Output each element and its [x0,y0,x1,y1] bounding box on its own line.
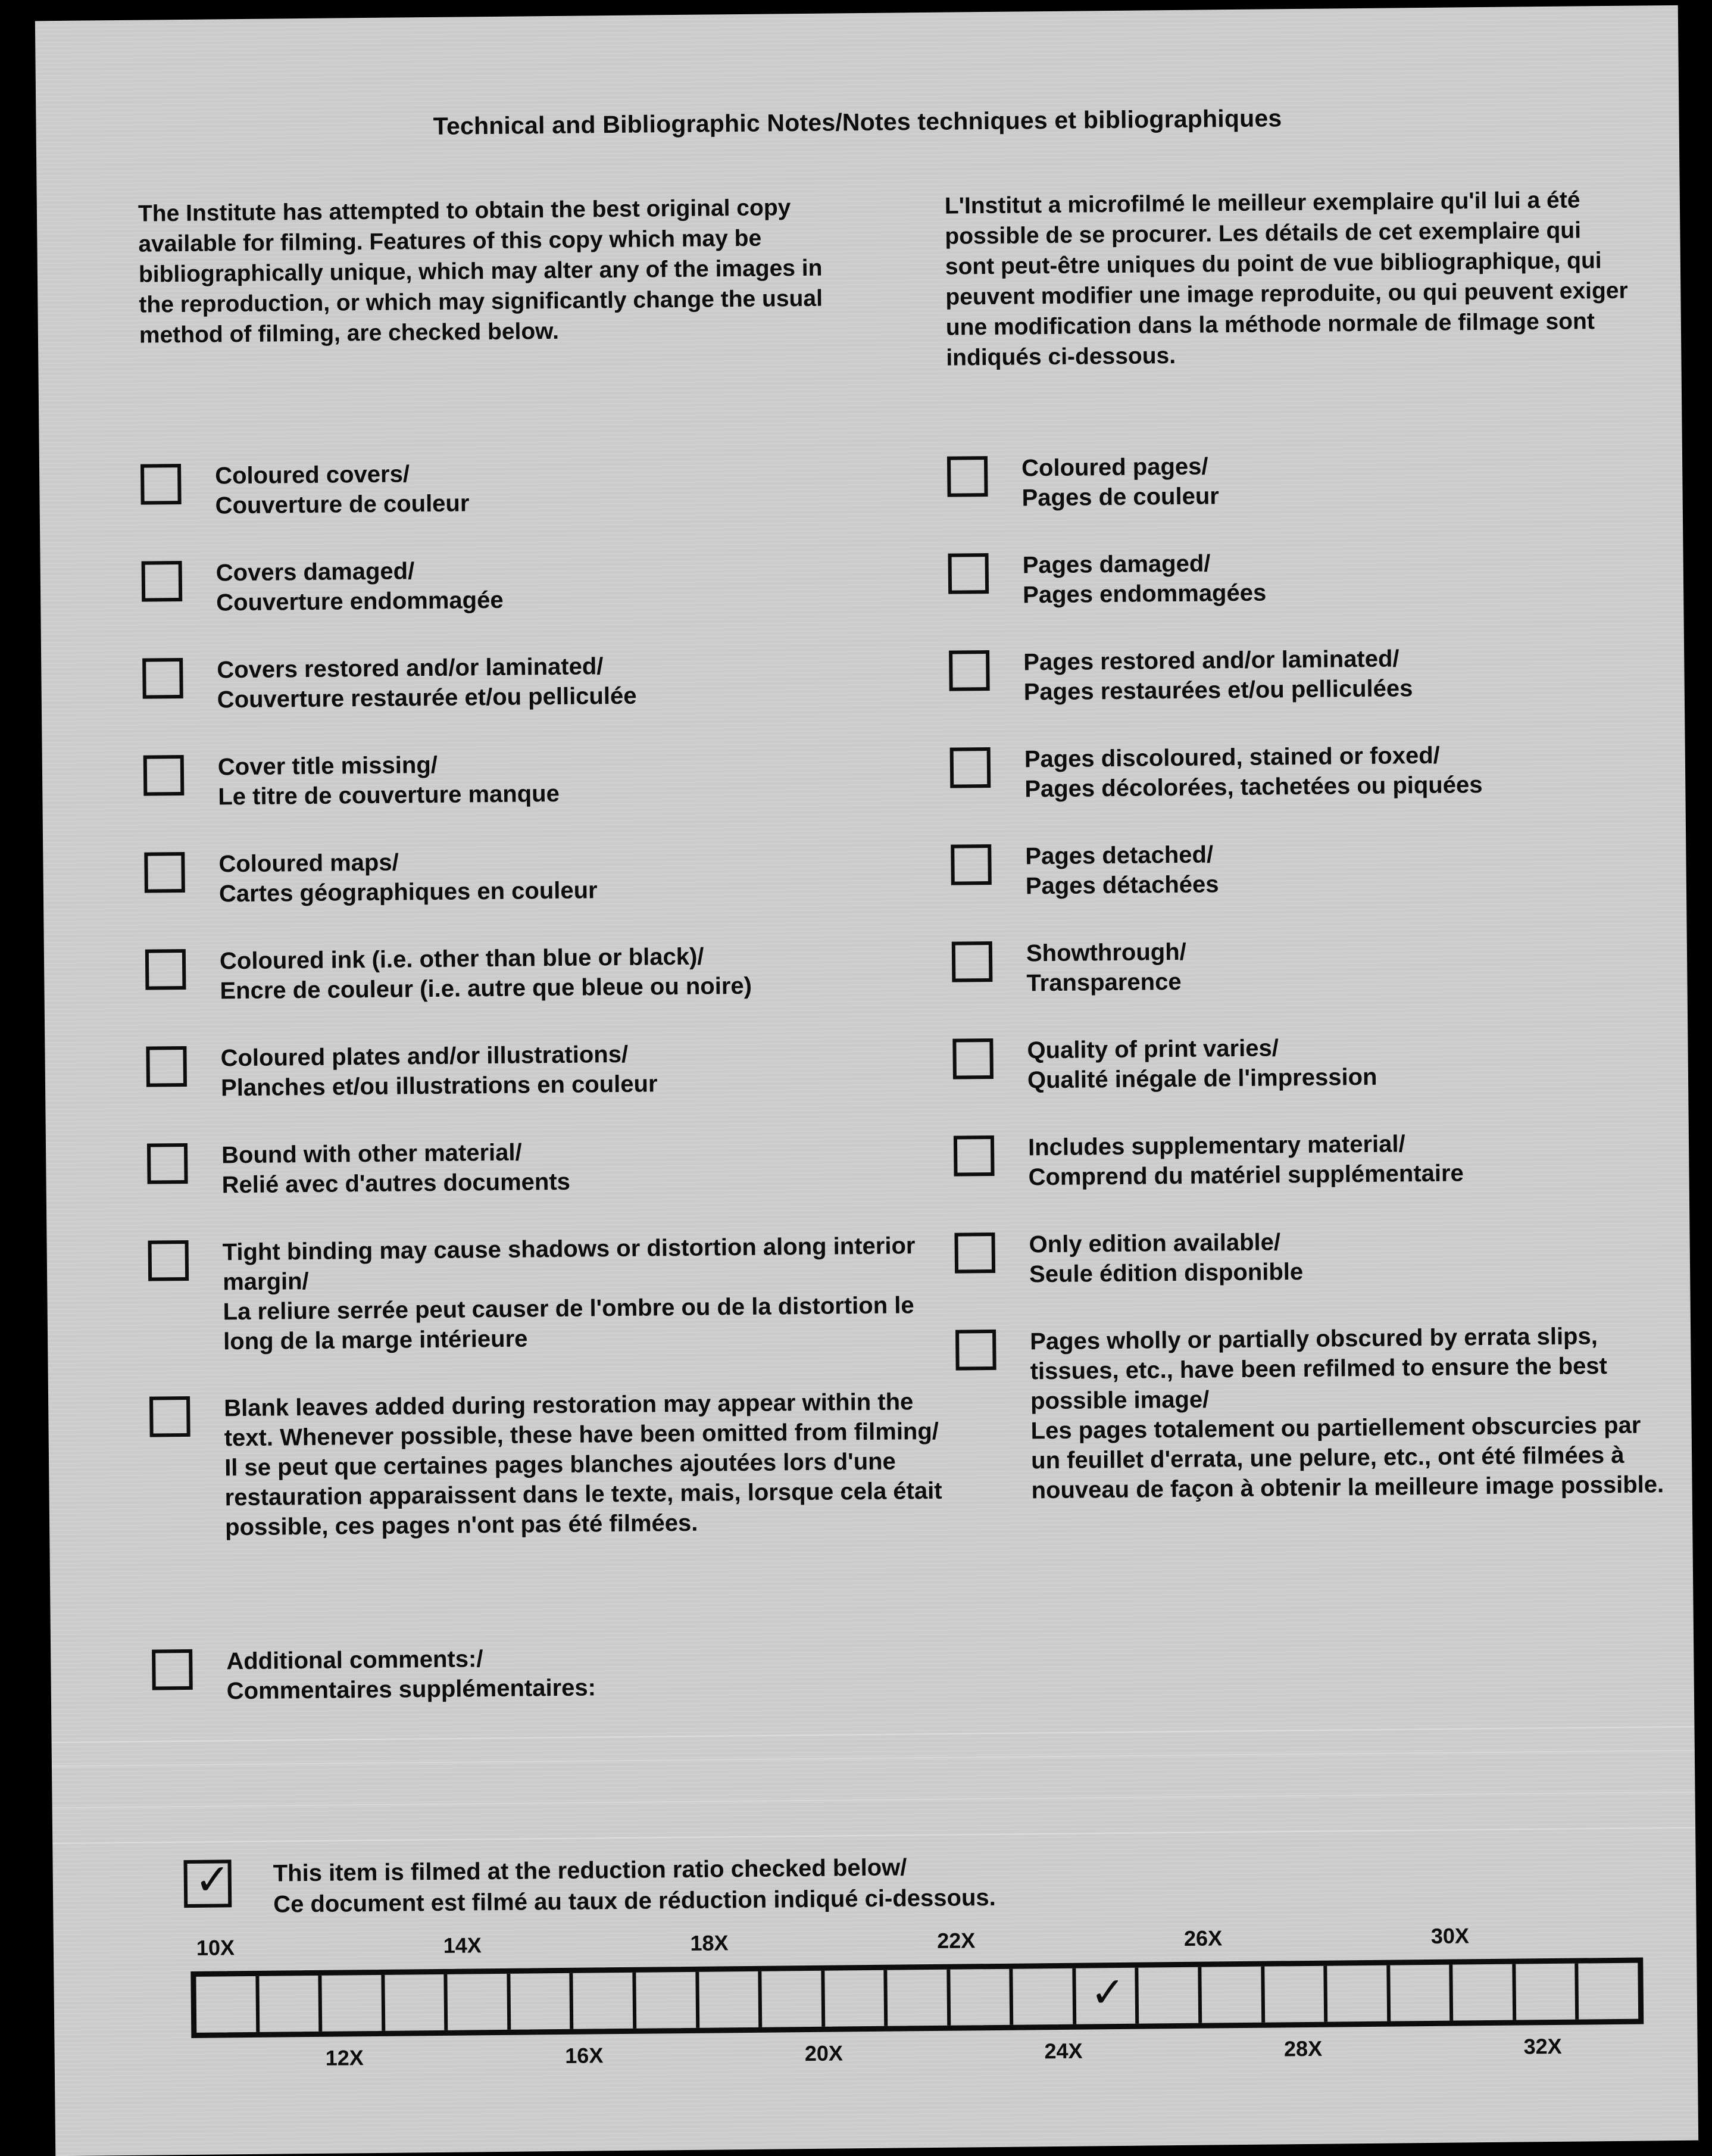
checkbox[interactable] [146,1046,187,1087]
ratio-label: 26X [1183,1926,1223,1951]
ratio-cell[interactable] [699,1971,762,2028]
checklist-item[interactable] [949,641,1664,745]
item-label-en: Covers restored and/or laminated/ [217,653,604,684]
item-label-fr: Pages endommagées [1022,579,1267,609]
reduction-text [273,1851,996,1920]
checklist-item[interactable] [143,745,942,850]
checklist-item[interactable] [145,940,944,1044]
checklist-item[interactable] [144,843,943,947]
item-label-fr: Pages décolorées, tachetées ou piquées [1024,772,1483,803]
ratio-label: 28X [1283,2036,1323,2061]
checkbox[interactable] [147,1143,188,1184]
intro-english: The Institute has attempted to obtain the best original copy available for filming. Features of this copy which may be bibliographically unique, which may alter any of the images in the reproduction, or which may significantly change the usual method of filming, are checked below. [138,195,823,348]
ratio-cell[interactable] [761,1971,824,2027]
item-label-en: Coloured ink (i.e. other than blue or black)/ [219,943,704,975]
reduction-ratio-scale [190,1958,1644,2038]
checkbox[interactable] [148,1240,189,1281]
checklist-item[interactable] [954,1224,1670,1328]
item-label-en: Bound with other material/ [221,1139,522,1169]
item-label-en: Pages discoloured, stained or foxed/ [1024,742,1440,773]
item-label-fr: Pages restaurées et/ou pelliculées [1023,675,1413,706]
intro-french: L'Institut a microfilmé le meilleur exemplaire qu'il lui a été possible de se procurer. Les détails de cet exemplaire qui sont peut-être uniques du point de vue bibliographique, qui peuvent modifier une image reproduite, ou qui peuvent exiger une modification dans la méthode normale de filmage sont indiqués ci-dessous. [944,187,1628,371]
item-label-en: Pages damaged/ [1022,550,1211,579]
checklist-item[interactable] [146,1037,945,1141]
ratio-cell[interactable] [196,1976,259,2033]
item-label-en: Coloured maps/ [218,849,399,878]
item-label-fr: Commentaires supplémentaires: [226,1674,596,1705]
reduction-ratio-statement [183,1846,1226,1916]
checkmark-icon: ✓ [1090,1968,1126,2016]
ratio-cell[interactable] [950,1969,1013,2026]
item-label-fr: Cartes géographiques en couleur [218,877,598,907]
ratio-cell[interactable] [824,1970,888,2027]
checklist-item[interactable] [148,1231,946,1394]
checkbox[interactable] [142,561,183,602]
item-label-en: Pages wholly or partially obscured by errata slips, tissues, etc., have been refilmed to ensure the best possible image/ [1030,1323,1608,1415]
item-label-en: Coloured covers/ [214,461,410,489]
ratio-cell[interactable] [1139,1967,1202,2024]
checkbox[interactable] [951,844,992,885]
reduction-text-fr: Ce document est filmé au taux de réduction indiqué ci-dessous. [273,1884,996,1918]
ratio-label: 24X [1044,2038,1083,2064]
item-label-en: Additional comments:/ [226,1646,483,1675]
checklist-item[interactable] [152,1640,951,1745]
ratio-label: 16X [565,2043,604,2068]
checklist-item[interactable] [149,1387,949,1648]
item-label-fr: Les pages totalement ou partiellement obscurcies par un feuillet d'errata, une pelure, etc., ont été filmées à nouveau de façon à obtenir la meilleure image possible. [1030,1412,1664,1504]
reduction-text-en: This item is filmed at the reduction ratio checked below/ [273,1854,907,1887]
checklist-item[interactable] [140,454,939,559]
document-page [35,5,1698,2156]
checkmark-icon: ✓ [194,1856,231,1904]
item-label-fr: Relié avec d'autres documents [221,1168,571,1199]
item-label-fr: Pages de couleur [1021,483,1220,511]
divider [52,1792,1695,1808]
ratio-cell[interactable] [1516,1964,1579,2020]
item-label-fr: Transparence [1026,968,1182,997]
ratio-label: 30X [1430,1923,1470,1948]
item-label-en: Coloured plates and/or illustrations/ [220,1041,629,1072]
checkbox[interactable] [947,456,988,497]
checkbox[interactable] [948,553,989,594]
checklist-item[interactable] [147,1134,946,1238]
ratio-cell[interactable] [385,1974,448,2031]
page-title: Technical and Bibliographic Notes/Notes techniques et bibliographiques [433,104,1282,140]
item-label-fr: La reliure serrée peut causer de l'ombre ou de la distortion le long de la marge intérieure [223,1292,914,1355]
item-label-en: Coloured pages/ [1021,453,1208,482]
item-label-fr: Couverture de couleur [215,490,470,519]
ratio-cell[interactable] [322,1975,385,2032]
divider [52,1827,1695,1844]
item-label-en: Tight binding may cause shadows or distortion along interior margin/ [222,1233,916,1296]
checkbox[interactable] [949,650,990,691]
checkbox[interactable] [952,941,993,982]
checkbox[interactable] [149,1396,190,1437]
checkbox[interactable] [144,852,185,893]
ratio-cell[interactable] [1201,1967,1264,2023]
ratio-label: 10X [196,1935,235,1960]
ratio-cell[interactable] [1579,1963,1638,2020]
checkbox[interactable] [952,1038,994,1079]
checklist-item[interactable] [952,932,1667,1037]
ratio-label: 14X [443,1933,482,1958]
ratio-label: 20X [804,2040,843,2066]
ratio-label: 18X [690,1930,729,1955]
ratio-label: 32X [1523,2033,1562,2059]
item-label-en: Blank leaves added during restoration may appear within the text. Whenever possible, these have been omitted from filming/ [224,1389,939,1452]
ratio-cell[interactable] [636,1972,699,2029]
checkbox[interactable] [142,658,183,699]
checkbox[interactable] [140,464,182,505]
ratio-cell[interactable] [1327,1965,1390,2022]
left-checklist [140,454,951,1745]
ratio-cell[interactable] [573,1973,636,2029]
checklist-item[interactable] [955,1321,1671,1504]
item-label-fr: Il se peut que certaines pages blanches ajoutées lors d'une restauration apparaissent dans le texte, mais, lorsque cela était possible, ces pages n'ont pas été filmées. [224,1448,942,1541]
checklist-item[interactable] [954,1127,1669,1231]
ratio-cell[interactable] [1264,1966,1327,2023]
checklist-item[interactable] [948,544,1663,648]
item-label-fr: Le titre de couverture manque [218,780,560,810]
ratio-label: 22X [937,1928,976,1953]
item-label-fr: Qualité inégale de l'impression [1027,1063,1377,1094]
reduction-checkbox[interactable] [184,1856,232,1908]
checklist-item[interactable] [142,551,941,656]
checkbox[interactable] [954,1135,995,1177]
ratio-cell[interactable] [1076,1968,1139,2024]
item-label-fr: Planches et/ou illustrations en couleur [220,1071,658,1102]
divider [52,1750,1695,1767]
checkbox[interactable] [145,949,186,990]
item-label-en: Cover title missing/ [217,751,438,781]
item-label-en: Pages restored and/or laminated/ [1023,645,1399,676]
checkbox[interactable] [954,1233,995,1274]
item-label-en: Only edition available/ [1029,1229,1281,1258]
ratio-cell[interactable] [888,1970,951,2026]
checkbox[interactable] [955,1330,996,1371]
item-label-fr: Seule édition disponible [1029,1258,1304,1288]
item-label-fr: Encre de couleur (i.e. autre que bleue ou noire) [220,972,752,1004]
ratio-cell[interactable] [1453,1964,1516,2021]
checkbox[interactable] [143,755,185,796]
ratio-cell[interactable] [448,1974,511,2030]
checklist-item[interactable] [950,738,1666,843]
item-label-fr: Comprend du matériel supplémentaire [1028,1160,1464,1191]
item-label-en: Showthrough/ [1026,938,1186,967]
ratio-cell[interactable] [1390,1965,1453,2021]
checklist-item[interactable] [947,447,1663,551]
item-label-en: Quality of print varies/ [1027,1035,1279,1064]
item-label-en: Pages detached/ [1025,841,1214,870]
item-label-en: Covers damaged/ [215,558,415,586]
right-checklist [947,447,1671,1504]
checklist-item[interactable] [952,1029,1668,1134]
item-label-fr: Couverture restaurée et/ou pelliculée [217,682,637,713]
ratio-cell[interactable] [510,1973,573,2030]
item-label-fr: Couverture endommagée [216,586,504,616]
checkbox[interactable] [152,1649,193,1690]
checklist-item[interactable] [951,835,1666,940]
checkbox[interactable] [950,747,991,788]
item-label-en: Includes supplementary material/ [1027,1131,1405,1161]
ratio-label: 12X [325,2045,364,2070]
item-label-fr: Pages détachées [1025,871,1219,900]
ratio-cell[interactable] [1013,1968,1076,2025]
checklist-item[interactable] [142,648,941,753]
ratio-cell[interactable] [259,1976,322,2032]
